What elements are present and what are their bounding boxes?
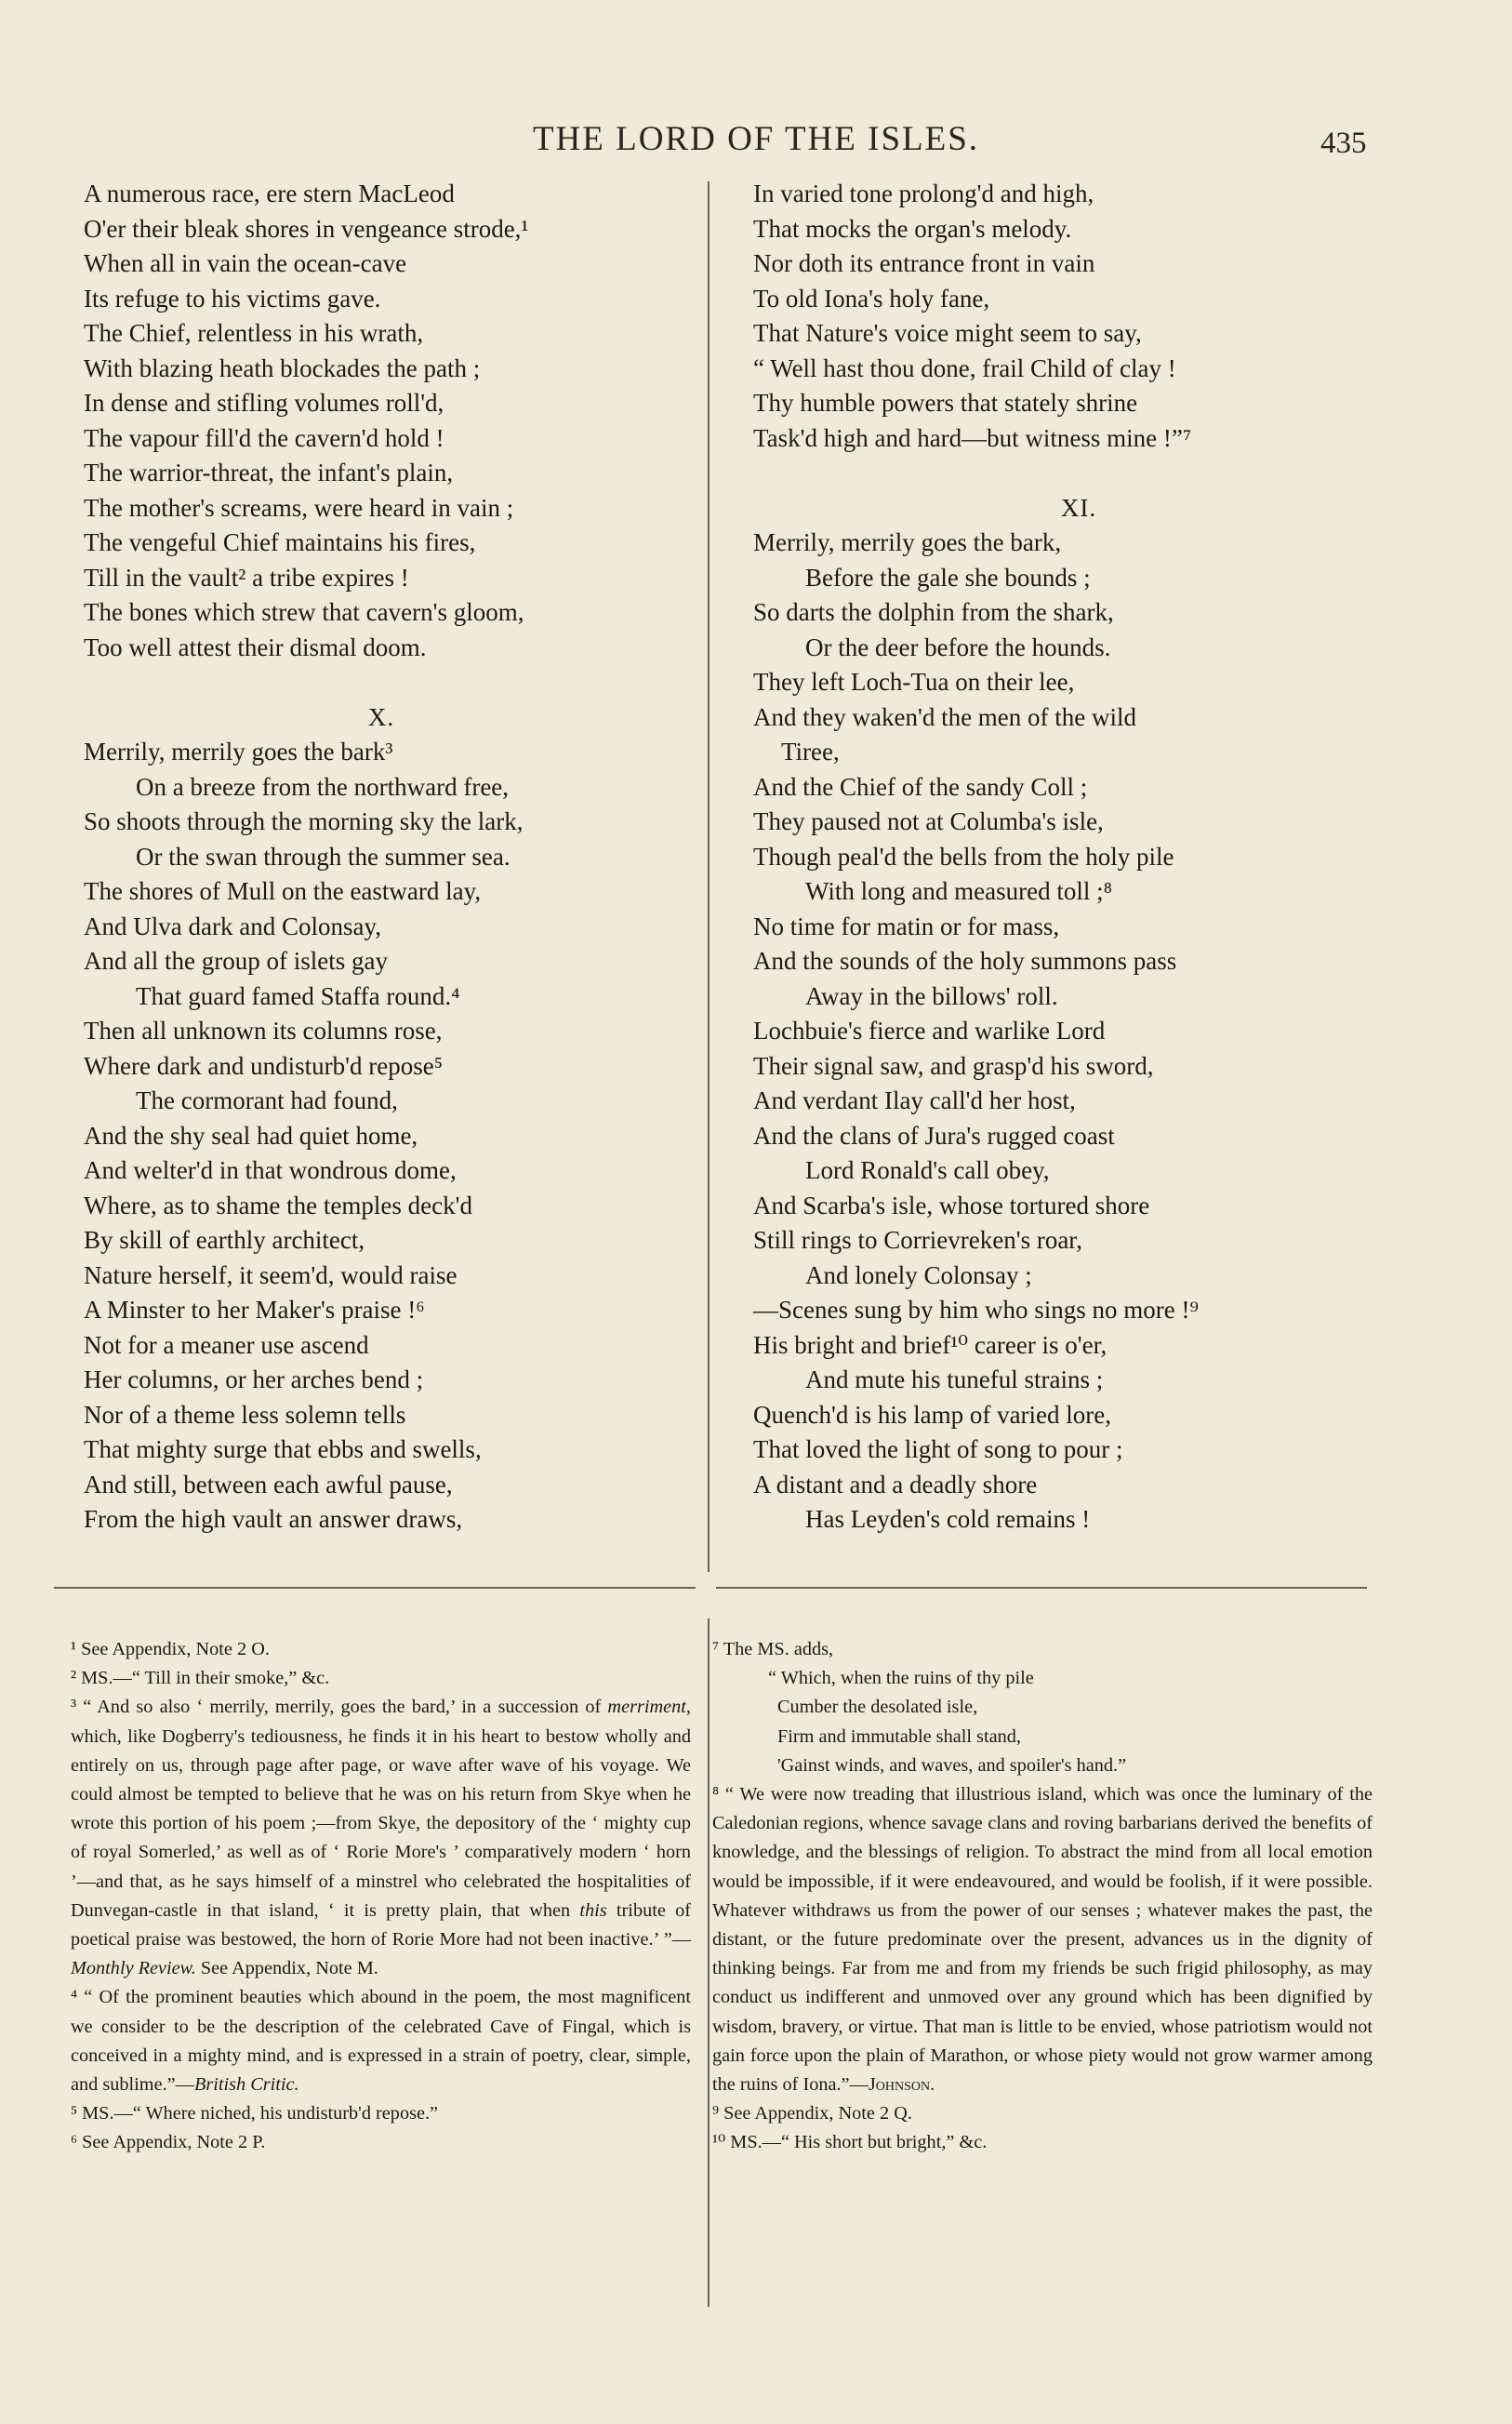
- poem-line: A distant and a deadly shore: [753, 1470, 1038, 1498]
- footnote-7: ⁷ The MS. adds,: [712, 1639, 834, 1659]
- poem-line: Tiree,: [781, 738, 840, 766]
- poem-line: With blazing heath blockades the path ;: [84, 353, 481, 382]
- poem-line: So darts the dolphin from the shark,: [753, 598, 1114, 626]
- poem-line: That loved the light of song to pour ;: [753, 1435, 1123, 1463]
- poem-line: Nor of a theme less solemn tells: [84, 1400, 406, 1429]
- poem-line: And Ulva dark and Colonsay,: [84, 912, 381, 940]
- poem-line: O'er their bleak shores in vengeance strode,¹: [84, 214, 529, 243]
- poem-line: Nor doth its entrance front in vain: [753, 249, 1095, 277]
- footnote-5: ⁵ MS.—“ Where niched, his undisturb'd repose.”: [71, 2103, 439, 2124]
- poem-column-left: [84, 177, 679, 1538]
- poem-line: The warrior-threat, the infant's plain,: [84, 459, 454, 486]
- poem-line: The Chief, relentless in his wrath,: [84, 319, 424, 347]
- footnote-rule-left: [54, 1587, 696, 1589]
- footnote-4: ⁴ “ Of the prominent beauties which abound in the poem, the most magnificent we consider to be the description of the celebrated Cave of Fingal, which is conceived in a mighty mind, and is expressed in a strain of poetry, clear, simple, and sublime.”—British Critic.: [71, 1987, 691, 2096]
- poem-line: Task'd high and hard—but witness mine !”⁷: [753, 423, 1192, 452]
- poem-line: By skill of earthly architect,: [84, 1226, 365, 1254]
- poem-line: His bright and brief¹⁰ career is o'er,: [753, 1330, 1107, 1359]
- footnote-column-divider: [708, 1618, 710, 2307]
- stanza-number: X.: [367, 702, 395, 731]
- poem-line: To old Iona's holy fane,: [753, 284, 990, 313]
- poem-line: In varied tone prolong'd and high,: [753, 180, 1094, 207]
- poem-line: Or the deer before the hounds.: [805, 633, 1111, 661]
- poem-line: Their signal saw, and grasp'd his sword,: [753, 1051, 1154, 1080]
- footnotes-left: [71, 1635, 691, 2158]
- poem-line: —Scenes sung by him who sings no more !⁹: [753, 1296, 1199, 1324]
- poem-line: Nature herself, it seem'd, would raise: [84, 1260, 458, 1289]
- poem-line: They left Loch-Tua on their lee,: [753, 668, 1075, 696]
- poem-line: Where, as to shame the temples deck'd: [84, 1191, 472, 1219]
- footnote-7-line: 'Gainst winds, and waves, and spoiler's hand.”: [777, 1754, 1127, 1776]
- poem-line: From the high vault an answer draws,: [84, 1505, 463, 1533]
- poem-line: And the clans of Jura's rugged coast: [753, 1121, 1115, 1150]
- poem-line: A numerous race, ere stern MacLeod: [84, 180, 455, 207]
- poem-line: They paused not at Columba's isle,: [753, 807, 1104, 835]
- poem-line: When all in vain the ocean-cave: [84, 249, 407, 277]
- poem-line: Then all unknown its columns rose,: [84, 1017, 443, 1045]
- poem-line: That guard famed Staffa round.⁴: [136, 981, 460, 1010]
- poem-line: The bones which strew that cavern's gloom,: [84, 598, 524, 626]
- column-divider: [708, 181, 710, 1572]
- stanza-number: XI.: [1060, 493, 1097, 522]
- poem-line: The shores of Mull on the eastward lay,: [84, 877, 482, 905]
- poem-line: Merrily, merrily goes the bark,: [753, 528, 1062, 556]
- poem-line: “ Well hast thou done, frail Child of clay !: [753, 353, 1176, 382]
- poem-line: So shoots through the morning sky the lark,: [84, 807, 524, 835]
- poem-line: Merrily, merrily goes the bark³: [84, 738, 393, 766]
- poem-line: And the Chief of the sandy Coll ;: [753, 772, 1088, 801]
- poem-line: And all the group of islets gay: [84, 947, 388, 975]
- poem-line: And mute his tuneful strains ;: [805, 1365, 1104, 1393]
- poem-line: Her columns, or her arches bend ;: [84, 1365, 424, 1393]
- poem-line: And lonely Colonsay ;: [805, 1260, 1032, 1289]
- poem-line: Till in the vault² a tribe expires !: [84, 563, 409, 592]
- poem-line: Quench'd is his lamp of varied lore,: [753, 1400, 1112, 1429]
- poem-line: That mighty surge that ebbs and swells,: [84, 1435, 482, 1463]
- poem-column-right: [753, 177, 1404, 1538]
- footnotes-right: [712, 1635, 1373, 2158]
- poem-line: And they waken'd the men of the wild: [753, 702, 1137, 731]
- footnote-1: ¹ See Appendix, Note 2 O.: [71, 1639, 270, 1659]
- poem-line: No time for matin or for mass,: [753, 912, 1060, 940]
- poem-line: [84, 665, 679, 700]
- footnote-2: ² MS.—“ Till in their smoke,” &c.: [71, 1668, 330, 1689]
- poem-line: The mother's screams, were heard in vain ;: [84, 493, 514, 522]
- poem-line: And welter'd in that wondrous dome,: [84, 1156, 457, 1184]
- poem-line: [753, 456, 1404, 491]
- footnote-9: ⁹ See Appendix, Note 2 Q.: [712, 2103, 912, 2124]
- footnote-8: ⁸ “ We were now treading that illustrious island, which was once the luminary of the Caledonian regions, whence savage clans and roving barbarians derived the benefits of knowledge, and the blessings of religion. To abstract the mind from all local emotion would be impossible, if it were endeavoured, and would be foolish, if it were possible. Whatever withdraws us from the power of our senses ; whatever makes the past, the distant, or the future predominate over the present, advances us in the dignity of thinking beings. Far from me and from my friends be such frigid philosophy, as may conduct us indifferent and unmoved over any ground which has been dignified by wisdom, bravery, or virtue. That man is little to be envied, whose patriotism would not gain force upon the plain of Marathon, or whose piety would not grow warmer among the ruins of Iona.”—Johnson.: [712, 1784, 1373, 2096]
- poem-line: Has Leyden's cold remains !: [805, 1505, 1091, 1533]
- poem-line: The vapour fill'd the cavern'd hold !: [84, 423, 444, 452]
- page-number: 435: [1320, 127, 1367, 160]
- poem-line: That mocks the organ's melody.: [753, 214, 1072, 243]
- footnote-7-line: Firm and immutable shall stand,: [777, 1725, 1021, 1747]
- footnote-rule-right: [716, 1587, 1367, 1589]
- footnote-6: ⁶ See Appendix, Note 2 P.: [71, 2132, 266, 2153]
- poem-line: In dense and stifling volumes roll'd,: [84, 389, 444, 417]
- poem-line: That Nature's voice might seem to say,: [753, 319, 1142, 347]
- poem-line: The vengeful Chief maintains his fires,: [84, 528, 476, 556]
- poem-line: And Scarba's isle, whose tortured shore: [753, 1191, 1150, 1219]
- poem-line: Thy humble powers that stately shrine: [753, 389, 1138, 417]
- poem-line: Its refuge to his victims gave.: [84, 284, 381, 313]
- footnote-7-line: Cumber the desolated isle,: [777, 1697, 978, 1718]
- poem-line: And the sounds of the holy summons pass: [753, 947, 1177, 975]
- poem-line: Where dark and undisturb'd repose⁵: [84, 1051, 444, 1080]
- poem-line: Not for a meaner use ascend: [84, 1330, 369, 1359]
- poem-line: On a breeze from the northward free,: [136, 772, 510, 801]
- poem-line: Lochbuie's fierce and warlike Lord: [753, 1017, 1106, 1045]
- poem-line: Too well attest their dismal doom.: [84, 633, 427, 661]
- footnote-3: ³ “ And so also ‘ merrily, merrily, goes the bard,’ in a succession of merriment, which, like Dogberry's tediousness, he finds it in his heart to bestow wholly and entirely on us, through page after page, or wave after wave of his voyage. We could almost be tempted to believe that he was on his return from Skye when he wrote this portion of his poem ;—from Skye, the depository of the ‘ mighty cup of royal Somerled,’ as well as of ‘ Rorie More's ’ comparatively modern ‘ horn ’—and that, as he says himself of a minstrel who celebrated the hospitalities of Dunvegan-castle in that island, ‘ it is pretty plain, that when this tribute of poetical praise was bestowed, the horn of Rorie More had not been inactive.’ ”—Monthly Review. See Appendix, Note M.: [71, 1697, 691, 1979]
- poem-line: The cormorant had found,: [136, 1086, 398, 1114]
- poem-line: Before the gale she bounds ;: [805, 563, 1091, 592]
- poem-line: And still, between each awful pause,: [84, 1470, 453, 1498]
- poem-line: Away in the billows' roll.: [805, 981, 1058, 1010]
- footnote-10: ¹⁰ MS.—“ His short but bright,” &c.: [712, 2132, 988, 2153]
- poem-line: Or the swan through the summer sea.: [136, 842, 511, 871]
- poem-line: A Minster to her Maker's praise !⁶: [84, 1296, 425, 1324]
- poem-line: And the shy seal had quiet home,: [84, 1121, 418, 1150]
- poem-line: And verdant Ilay call'd her host,: [753, 1086, 1076, 1114]
- poem-line: Still rings to Corrievreken's roar,: [753, 1226, 1082, 1254]
- footnote-7-line: “ Which, when the ruins of thy pile: [768, 1668, 1034, 1689]
- poem-line: Though peal'd the bells from the holy pile: [753, 842, 1174, 871]
- poem-line: With long and measured toll ;⁸: [805, 877, 1113, 905]
- poem-line: Lord Ronald's call obey,: [805, 1156, 1050, 1184]
- running-title: THE LORD OF THE ISLES.: [532, 120, 980, 158]
